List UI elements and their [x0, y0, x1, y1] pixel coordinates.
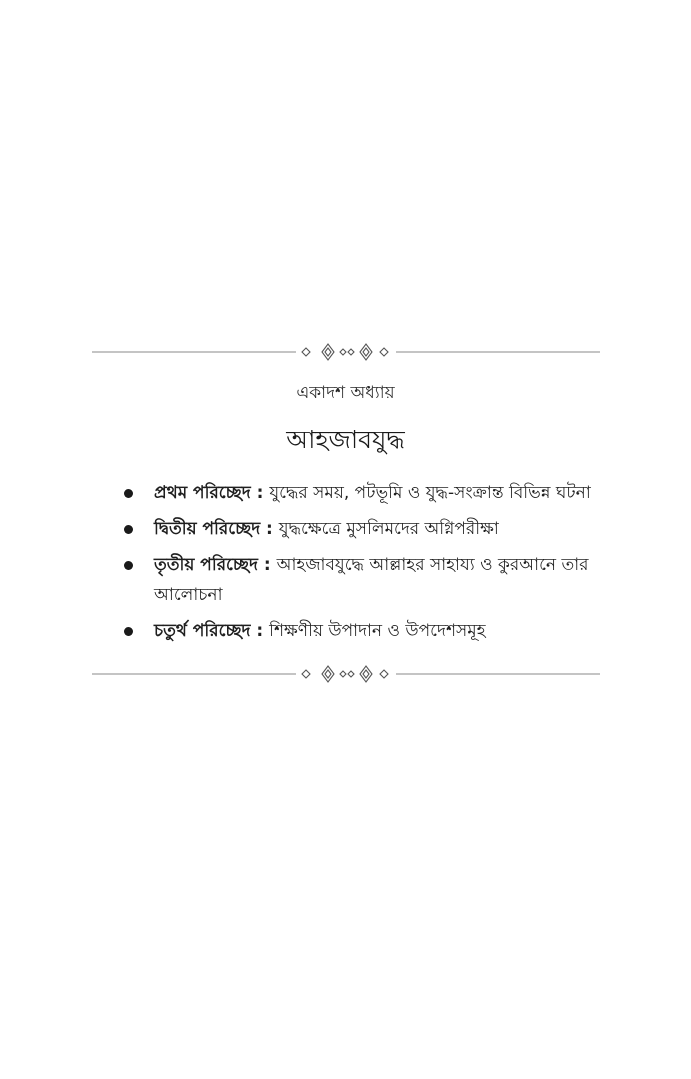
- section-separator: :: [250, 621, 270, 641]
- section-description: যুদ্ধের সময়, পটভূমি ও যুদ্ধ-সংক্রান্ত বিভিন্ন ঘটনা: [269, 483, 591, 503]
- chapter-number-label: একাদশ অধ্যায়: [296, 383, 395, 403]
- section-name: দ্বিতীয় পরিচ্ছেদ: [154, 519, 261, 539]
- section-separator: :: [257, 555, 277, 575]
- section-separator: :: [260, 519, 279, 539]
- section-item-4: [118, 616, 608, 646]
- section-name: চতুর্থ পরিচ্ছেদ: [154, 621, 251, 641]
- bullet-icon: [124, 627, 133, 636]
- section-description: আহজাবযুদ্ধে আল্লাহর সাহায্য ও কুরআনে তার আলোচনা: [154, 555, 589, 605]
- bullet-icon: [124, 489, 133, 498]
- section-separator: :: [250, 483, 270, 503]
- diamond-ornament-icon: [92, 340, 600, 364]
- section-list: [118, 478, 608, 652]
- ornamental-divider-bottom: [92, 662, 600, 686]
- section-item-1: [118, 478, 608, 508]
- section-item-2: [118, 514, 608, 544]
- chapter-title: আহজাবযুদ্ধ: [286, 425, 405, 454]
- ornamental-divider-top: [92, 340, 600, 364]
- bullet-icon: [124, 525, 133, 534]
- section-name: তৃতীয় পরিচ্ছেদ: [154, 555, 258, 575]
- section-description: যুদ্ধক্ষেত্রে মুসলিমদের অগ্নিপরীক্ষা: [278, 519, 499, 539]
- section-name: প্রথম পরিচ্ছেদ: [154, 483, 251, 503]
- section-description: শিক্ষণীয় উপাদান ও উপদেশসমূহ: [269, 621, 486, 641]
- bullet-icon: [124, 561, 133, 570]
- diamond-ornament-icon: [92, 662, 600, 686]
- section-item-3: [118, 550, 608, 610]
